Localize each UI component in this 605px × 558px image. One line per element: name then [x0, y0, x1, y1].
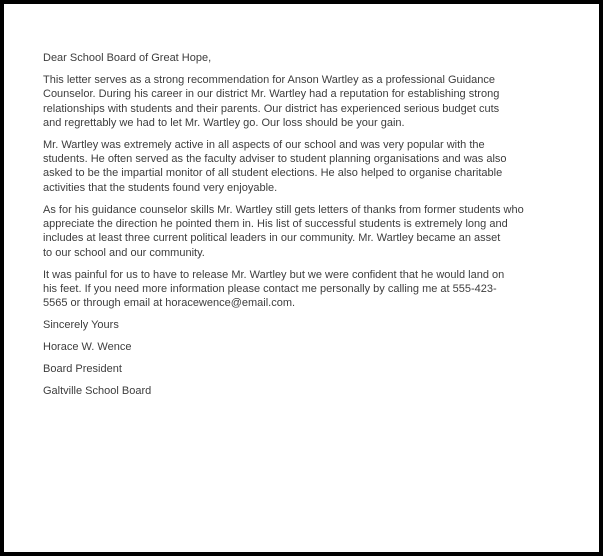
letter-line: activities that the students found very enjoyable. [43, 181, 278, 194]
closing: Sincerely Yours [43, 319, 119, 332]
letter-line: and regrettably we had to let Mr. Wartley go. Our loss should be your gain. [43, 116, 405, 129]
salutation: Dear School Board of Great Hope, [43, 52, 212, 64]
letter-line: Counselor. During his career in our district Mr. Wartley had a reputation for establishing strong [43, 88, 500, 101]
signature-block [43, 318, 581, 398]
letter-body [43, 73, 581, 311]
letter-line: appreciate the direction he pointed them in. His list of successful students is extremely long and [43, 218, 508, 231]
letter-line: asked to be the impartial monitor of all student elections. He also helped to organise charitable [43, 167, 503, 180]
letter-line: students. He often served as the faculty adviser to student planning organisations and was also [43, 153, 507, 166]
letter-line: As for his guidance counselor skills Mr. Wartley still gets letters of thanks from former students who [43, 203, 524, 216]
letter-line: his feet. If you need more information please contact me personally by calling me at 555-423- [43, 282, 497, 295]
letter-paragraph-4 [43, 268, 581, 311]
letter-paragraph-3 [43, 203, 581, 260]
signature-organization: Galtville School Board [43, 385, 152, 398]
letter-paragraph-1 [43, 73, 581, 130]
signature-name: Horace W. Wence [43, 341, 132, 354]
letter-paragraph-2 [43, 138, 581, 195]
letter-line: 5565 or through email at horacewence@email.com. [43, 297, 296, 310]
letter-line: relationships with students and their parents. Our district has experienced serious budget cuts [43, 102, 500, 115]
letter-line: This letter serves as a strong recommendation for Anson Wartley as a professional Guidance [43, 73, 496, 86]
signature-title: Board President [43, 363, 122, 376]
letter-content [4, 4, 599, 398]
letter-line: It was painful for us to have to release Mr. Wartley but we were confident that he would land on [43, 268, 505, 281]
letter-line: Mr. Wartley was extremely active in all aspects of our school and was very popular with the [43, 138, 485, 151]
letter-line: includes at least three current political leaders in our community. Mr. Wartley became an asset [43, 232, 501, 245]
letter-line: to our school and our community. [43, 246, 205, 259]
